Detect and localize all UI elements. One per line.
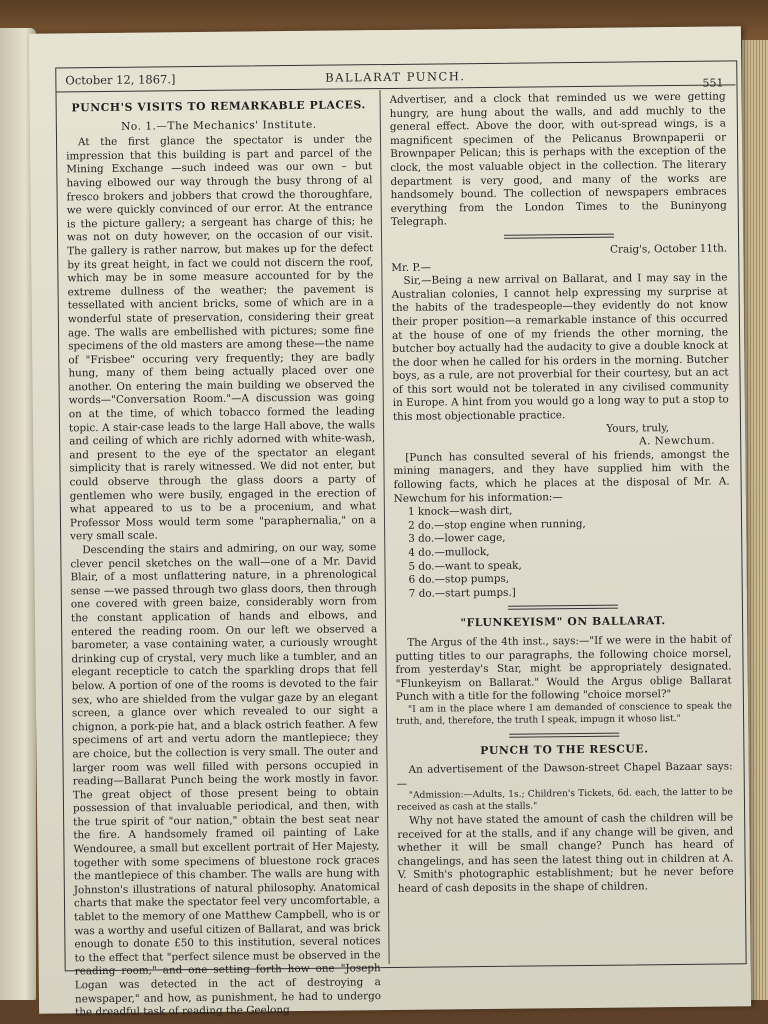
article-paragraph: Descending the stairs and admiring, on our way, some clever pencil sketches on the wall—one of a Mr. David Blair, of a most unflattering nature, in a phrenological sense —we passed through two glass doors, then through one covered with green baize, considerably worn from the constant application of hands and elbows, and entered the reading room. On our left we observed a barometer, a vase containing water, a curiously wrought drinking cup of crystal, very much like a tumbler, and an elegant recepticle to catch the sparkling drops that fell below. A portion of one of the rooms is devoted to the fair sex, who are shielded from the vulgar gaze by an elegant screen, a glance over which revealed to our sight a chignon, a pork-pie hat, and a black ostrich feather. A few specimens of art and vertu adorn the mantlepiece; they are choice, but the collection is very small. The outer and larger room was well filled with persons occupied in reading—Ballarat Punch being the work mostly in favor. The great object of those present being to obtain possession of that invaluable periodical, and then, with the true spirit of "our nation," obtain the best seat near the fire. A handsomely framed oil painting of Lake Wendouree, a small but excellent portrait of Her Majesty, together with some specimens of bluestone rock graces the mantlepiece of this chamber. The walls are hung with Johnston's illustrations of natural philosophy. Anatomical charts that make the spectator feel very uncomfortable, a tablet to the memory of one Matthew Campbell, who is or was a worthy and useful citizen of Ballarat, and was brick enough to donate £50 to this institution, several notices to the effect that "perfect silence must be observed in the reading room," and one setting forth how one "Joseph Logan was detected in the act of destroying a newspaper," and how, as punishment, he had to undergo the dreadful task of reading the Geelong bbox=[70, 541, 382, 1019]
article-subheading: No. 1.—The Mechanics' Institute. bbox=[121, 118, 317, 133]
section-rule bbox=[508, 605, 618, 610]
list-item: 1 knock—wash dirt, bbox=[407, 504, 513, 519]
header-title: BALLARAT PUNCH. bbox=[325, 69, 466, 85]
letter-body: Sir,—Being a new arrival on Ballarat, and I may say in the Australian colonies, I cannot help expressing my surprise at the habits of the tradespeople—they evidently do not know their proper position—a remarkable instance of this occurred at the house of one of my friends the other morning, the butcher boy actually had the audacity to give a double knock at the door when he called for his orders in the morning. Butcher boys, as a rule, are not proverbial for their courtesy, but an act of this sort would not be tolerated in any civilised community in Europe. A hint from you would go a long way to put a stop to this most objectionable practice. bbox=[391, 271, 729, 424]
section-rule bbox=[509, 732, 619, 737]
article-paragraph: At the first glance the spectator is under the impression that this building is part and parcel of the Mining Exchange —such indeed was our own – but having elbowed our way through the busy throng of al fresco brokers and jobbers that crowd the thoroughfare, we were quickly convinced of our error. At the entrance is the picture gallery; a sergeant has charge of this; he was not on duty however, on the occasion of our visit. The gallery is rather narrow, but makes up for the defect by its great height, in fact we could not discern the roof, which may be in some measure accounted for by the extreme dullness of the weather; the pavement is tessellated with ancient bricks, some of which are in a wonderful state of preservation, considering their great age. The walls are embellished with pictures; some fine specimens of the old masters are among these—the name of "Frisbee" occuring very frequently; they are badly hung, many of them being actually placed over one another. On entering the main building we observed the words—"Conversation Room."—A discussion was going on at the time, of which tobacco formed the leading topic. A stair-case leads to the large Hall above, the walls and ceiling of which are richly adorned with white-wash, and present to the eye of the spectator an elegant simplicity that is rarely witnessed. We did not enter, but could observe through the glass doors a party of gentlemen who were busily, engaged in the erection of what appeared to us to be a procenium, and what Professor Moss would term some "paraphernalia," on a very small scale. bbox=[66, 133, 377, 543]
list-item: 2 do.—stop engine when running, bbox=[407, 517, 586, 532]
rescue-heading: PUNCH TO THE RESCUE. bbox=[480, 741, 649, 757]
right-column bbox=[390, 90, 734, 896]
flunkeyism-body: The Argus of the 4th inst., says:—"If we were in the habit of putting titles to our paragraphs, the following choice morsel, from yesterday's Star, might be appropriately designated. "Flunkeyism on Ballarat." Would the Argus oblige Ballarat Punch with a title for the following "choice morsel?" bbox=[395, 633, 732, 704]
knock-list bbox=[394, 503, 731, 602]
section-rule bbox=[504, 234, 614, 239]
flunkeyism-heading: "FLUNKEYISM" ON BALLARAT. bbox=[460, 614, 666, 630]
article-continuation: Advertiser, and a clock that reminded us we were getting hungry, are hung about the walls, and add muchly to the general effect. Above the door, with out-spread wings, is a magnificent specimen of the Pelicanus Brownpaperii or Brownpaper Pelican; this is perhaps with the exception of the clock, the most valuable object in the collection. The literary department is very good, and many of the works are handsomely bound. The collection of newspapers embraces everything from the London Times to the Buninyong Telegraph. bbox=[389, 90, 727, 229]
letter-dateline: Craig's, October 11th. bbox=[609, 242, 728, 256]
list-item: 5 do.—want to speak, bbox=[408, 559, 522, 573]
list-item: 7 do.—start pumps.] bbox=[408, 586, 516, 600]
letter-closing: Yours, truly, bbox=[606, 421, 670, 435]
list-item: 4 do.—mullock, bbox=[408, 545, 490, 559]
letter-salutation: Mr. P.— bbox=[391, 261, 432, 274]
header-page-number: 551 bbox=[702, 76, 724, 90]
flunkeyism-quote: "I am in the place where I am demanded of conscience to speak the truth, and, therefore, the truth I speak, impugn it whoso list." bbox=[396, 701, 733, 727]
list-item: 6 do.—stop pumps, bbox=[408, 572, 510, 586]
header-date: October 12, 1867.] bbox=[65, 72, 176, 88]
rescue-intro: An advertisement of the Dawson-street Chapel Bazaar says:— bbox=[396, 760, 733, 790]
editor-reply: [Punch has consulted several of his friends, amongst the mining managers, and they have supplied him with the following facts, which he places at the disposal of Mr. A. Newchum for his information:— bbox=[393, 448, 730, 505]
list-item: 3 do.—lower cage, bbox=[408, 532, 506, 546]
rescue-body: Why not have stated the amount of cash the children will be received for at the stalls, and if any change will be given, and whether it will be small change? Punch has heard of changelings, and has seen the latest thing out in children at A. V. Smith's photographic establishment; but he never before heard of cash deposits in the shape of children. bbox=[397, 811, 734, 895]
newspaper-page bbox=[29, 26, 751, 1019]
letter-signature: A. Newchum. bbox=[639, 434, 716, 448]
article-heading: PUNCH'S VISITS TO REMARKABLE PLACES. bbox=[71, 98, 366, 115]
rescue-quote: "Admission:—Adults, 1s.; Children's Tickets, 6d. each, the latter to be received as cash at the stalls." bbox=[396, 787, 733, 814]
left-column bbox=[66, 94, 382, 1020]
